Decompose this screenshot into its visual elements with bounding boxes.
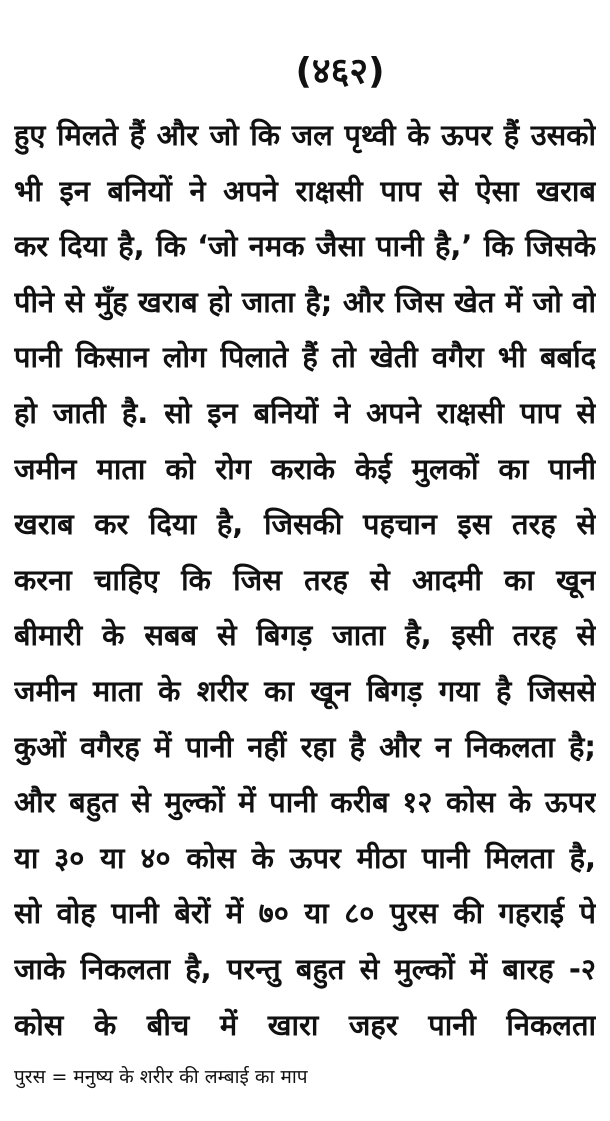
text-line: हो जाती है. सो इन बनियों ने अपने राक्षसी पाप से (14, 395, 596, 430)
page-number: (४६२) (295, 51, 385, 92)
text-line: जमीन माता के शरीर का खून बिगड़ गया है जिससे (14, 673, 596, 708)
text-line: करना चाहिए कि जिस तरह से आदमी का खून (14, 562, 596, 597)
text-line: कुओं वगैरह में पानी नहीं रहा है और न निकलता है; (14, 729, 596, 764)
text-line: कर दिया है, कि ‘जो नमक जैसा पानी है,’ कि जिसके (14, 229, 596, 264)
body-text (14, 108, 596, 1053)
footnote: पुरस = मनुष्य के शरीर की लम्बाई का माप (14, 1066, 308, 1088)
text-line: जमीन माता को रोग कराके केई मुलकों का पानी (14, 451, 596, 486)
text-line: पानी किसान लोग पिलाते हैं तो खेती वगैरा भी बर्बाद (14, 340, 596, 375)
text-line: पीने से मुँह खराब हो जाता है; और जिस खेत में जो वो (14, 284, 596, 319)
text-line: भी इन बनियों ने अपने राक्षसी पाप से ऐसा खराब (14, 173, 596, 208)
text-line: कोस के बीच में खारा जहर पानी निकलता (14, 1007, 596, 1042)
text-line: हुए मिलते हैं और जो कि जल पृथ्वी के ऊपर हैं उसको (14, 118, 596, 152)
text-line: खराब कर दिया है, जिसकी पहचान इस तरह से (14, 507, 596, 542)
text-line: या ३० या ४० कोस के ऊपर मीठा पानी मिलता है, (14, 840, 596, 875)
text-line: बीमारी के सबब से बिगड़ जाता है, इसी तरह से (14, 618, 596, 653)
text-line: जाके निकलता है, परन्तु बहुत से मुल्कों में बारह -२ (14, 951, 596, 986)
text-line: और बहुत से मुल्कों में पानी करीब १२ कोस के ऊपर (14, 785, 596, 820)
text-line: सो वोह पानी बेरों में ७० या ८० पुरस की गहराई पे (14, 896, 596, 931)
